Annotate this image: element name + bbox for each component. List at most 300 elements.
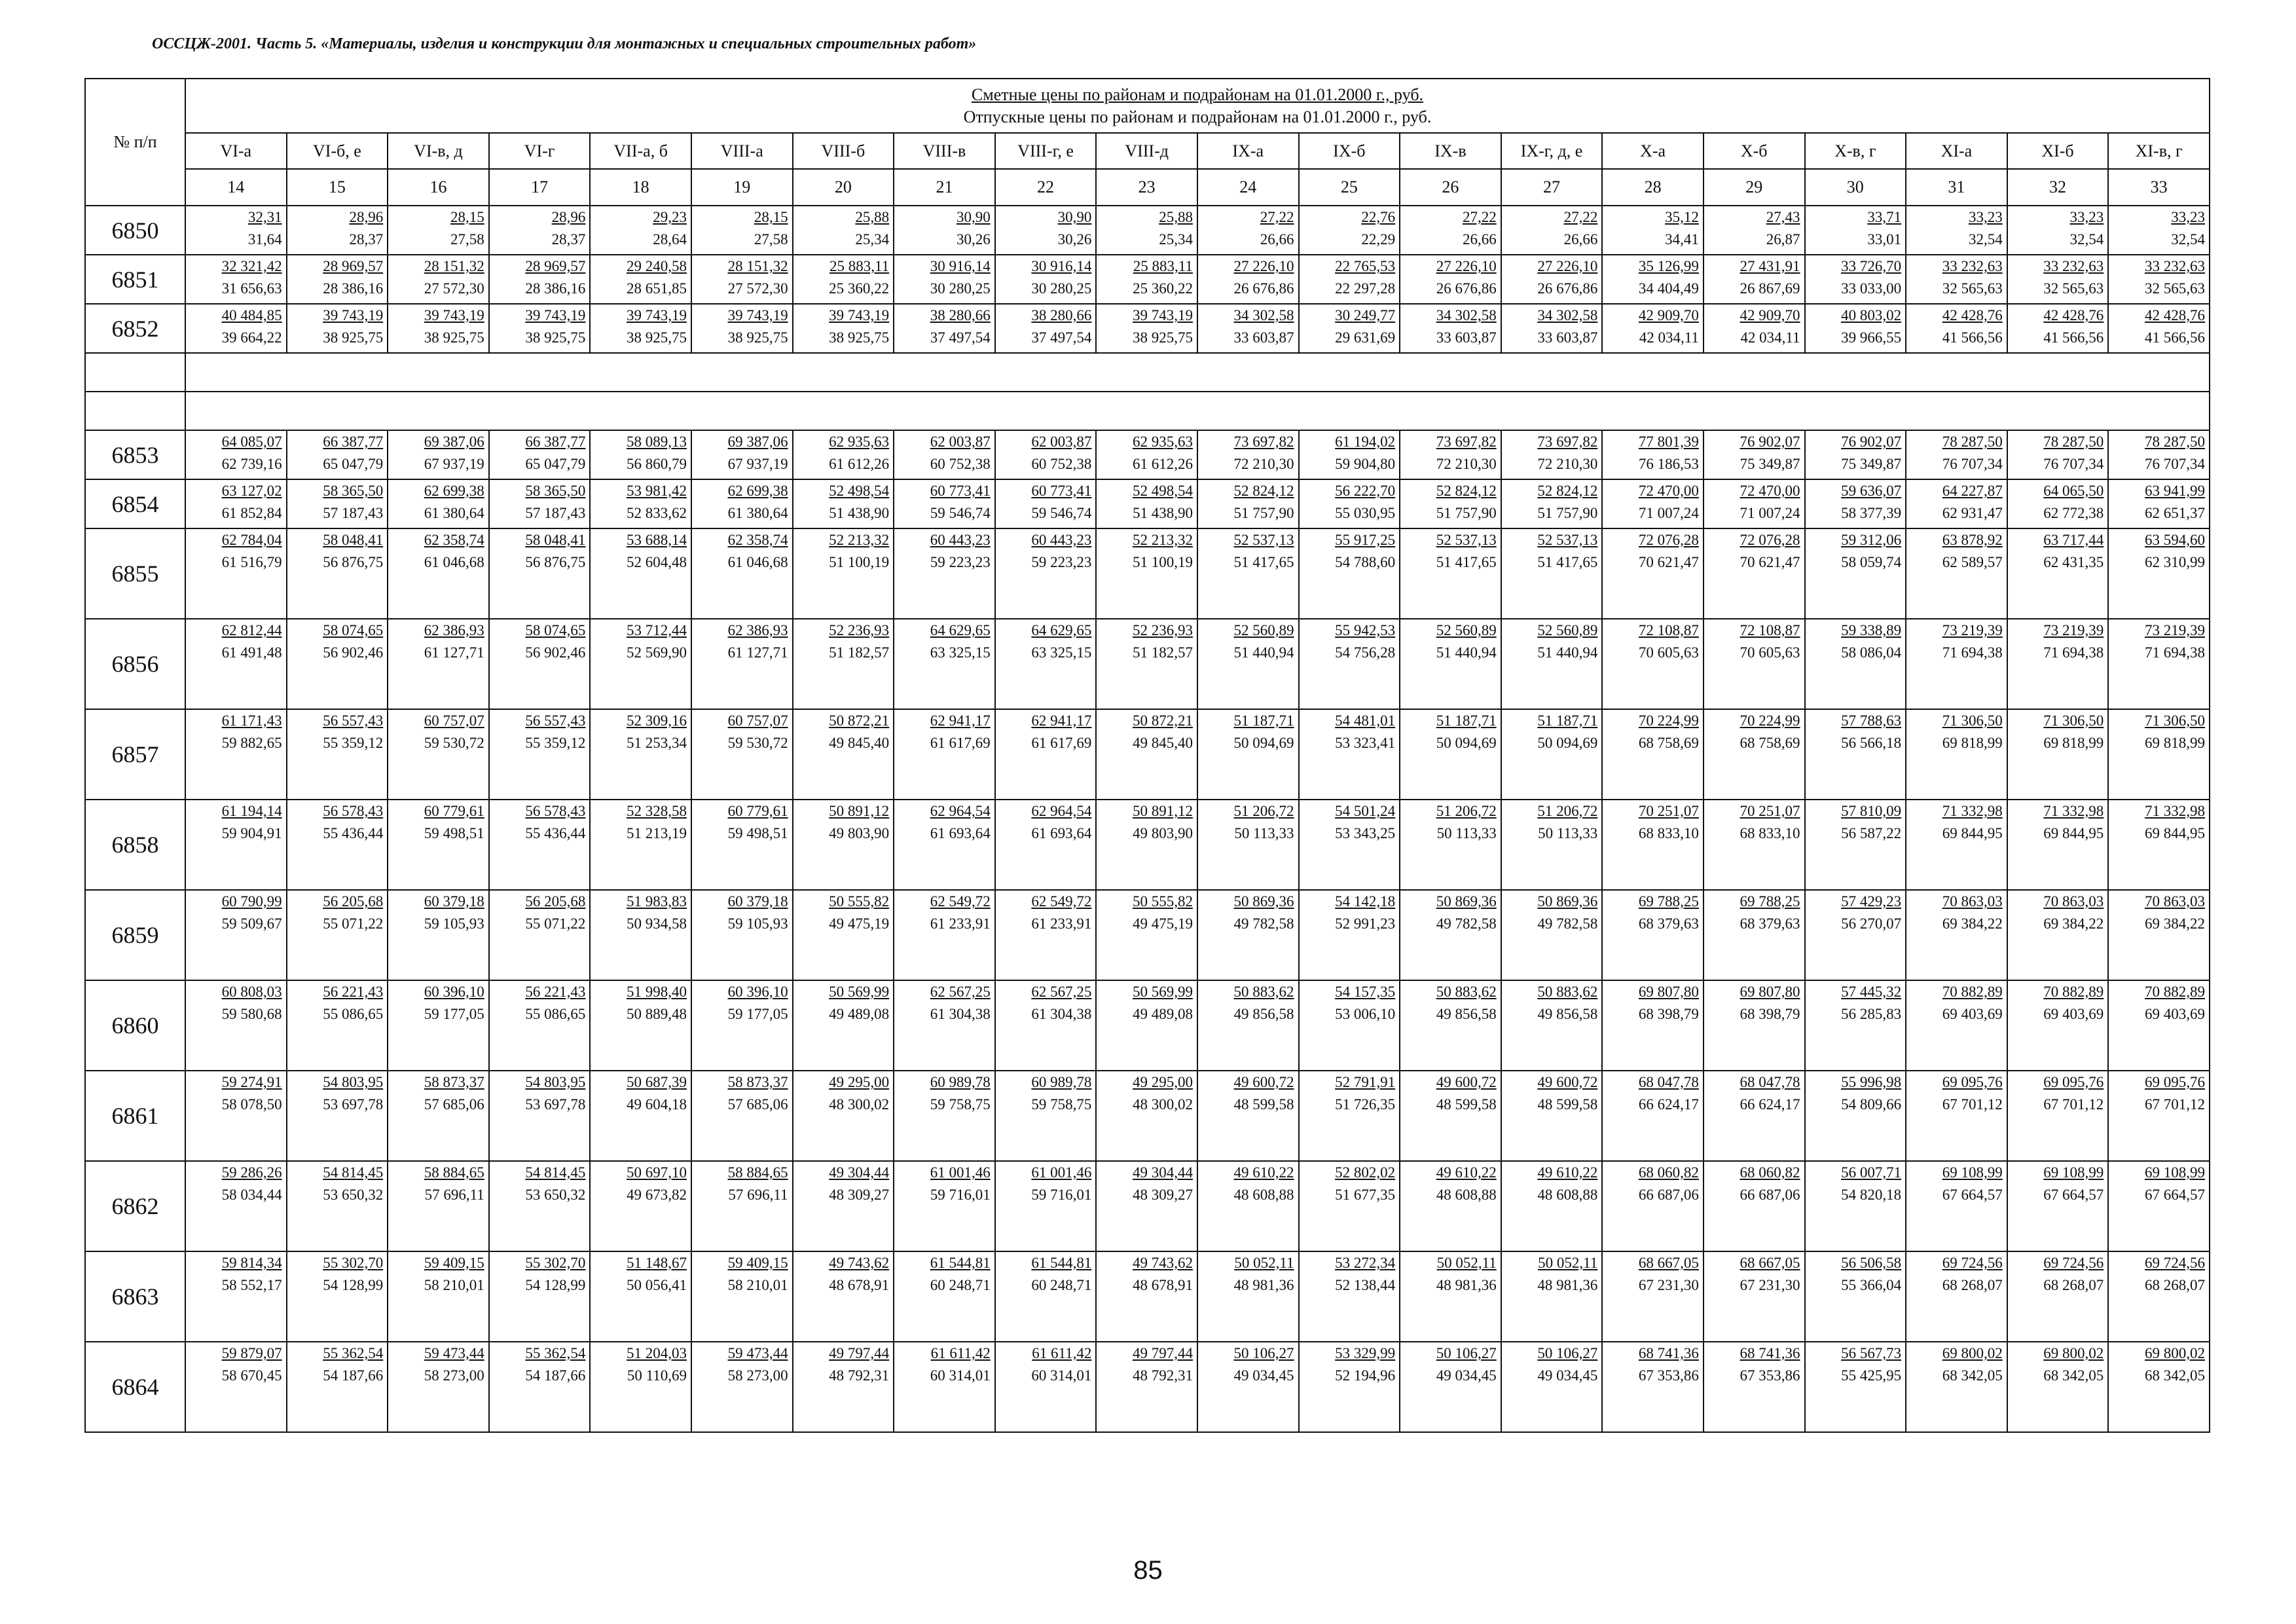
price-cell	[2007, 890, 2109, 980]
row-id: 6864	[85, 1342, 185, 1432]
estimate-price: 30,90	[957, 209, 991, 225]
column-number: 27	[1501, 169, 1603, 206]
price-cell	[2108, 206, 2210, 255]
price-cell	[1906, 980, 2007, 1071]
estimate-price: 52 560,89	[1436, 622, 1497, 638]
estimate-price: 69 387,06	[424, 434, 484, 450]
table-row	[85, 1071, 2210, 1161]
price-cell	[793, 890, 894, 980]
estimate-price: 70 251,07	[1740, 803, 1800, 819]
release-price: 50 110,69	[627, 1367, 687, 1384]
release-price: 49 604,18	[626, 1096, 687, 1113]
price-cell	[1299, 479, 1400, 528]
estimate-price: 50 052,11	[1538, 1255, 1598, 1271]
estimate-price: 71 306,50	[2043, 712, 2104, 729]
estimate-price: 62 941,17	[1031, 712, 1092, 729]
release-price: 42 034,11	[1639, 329, 1699, 346]
price-cell	[1906, 1161, 2007, 1251]
price-cell	[1400, 980, 1501, 1071]
price-cell	[590, 619, 691, 709]
estimate-price: 61 001,46	[1031, 1164, 1092, 1181]
estimate-price: 39 743,19	[323, 307, 384, 323]
price-cell	[185, 980, 287, 1071]
estimate-price: 59 814,34	[221, 1255, 282, 1271]
column-number-row	[85, 169, 2210, 206]
release-price: 54 187,66	[525, 1367, 586, 1384]
release-price: 33 033,00	[1841, 280, 1902, 297]
price-cell	[1805, 890, 1906, 980]
release-price: 69 844,95	[1942, 825, 2003, 841]
release-price: 57 685,06	[727, 1096, 788, 1113]
estimate-price: 27 431,91	[1740, 258, 1800, 274]
release-price: 55 086,65	[323, 1006, 384, 1022]
table-row	[85, 430, 2210, 479]
estimate-price: 50 891,12	[829, 803, 890, 819]
release-price: 50 113,33	[1436, 825, 1497, 841]
estimate-price: 52 802,02	[1335, 1164, 1396, 1181]
estimate-price: 73 219,39	[1942, 622, 2003, 638]
table-row	[85, 304, 2210, 353]
table-row	[85, 479, 2210, 528]
column-number: 18	[590, 169, 691, 206]
price-cell	[2108, 890, 2210, 980]
release-price: 30 280,25	[1031, 280, 1092, 297]
table-row	[85, 980, 2210, 1071]
price-cell	[894, 1161, 995, 1251]
price-cell	[185, 890, 287, 980]
estimate-price: 52 824,12	[1537, 483, 1598, 499]
title-line-release: Отпускные цены по районам и подрайонам на 01.01.2000 г., руб.	[963, 107, 1432, 126]
release-price: 75 349,87	[1841, 456, 1902, 472]
estimate-price: 59 473,44	[424, 1345, 484, 1361]
release-price: 72 210,30	[1436, 456, 1497, 472]
estimate-price: 62 935,63	[829, 434, 890, 450]
release-price: 22 297,28	[1335, 280, 1396, 297]
release-price: 56 902,46	[323, 644, 384, 661]
price-cell	[894, 980, 995, 1071]
estimate-price: 35 126,99	[1638, 258, 1699, 274]
price-cell	[185, 1251, 287, 1342]
price-cell	[489, 304, 591, 353]
estimate-price: 49 600,72	[1233, 1074, 1294, 1090]
estimate-price: 62 567,25	[1031, 984, 1092, 1000]
price-cell	[1096, 1251, 1197, 1342]
price-cell	[1096, 800, 1197, 890]
release-price: 61 127,71	[727, 644, 788, 661]
release-price: 54 809,66	[1841, 1096, 1902, 1113]
estimate-price: 62 964,54	[930, 803, 991, 819]
price-cell	[1501, 1251, 1603, 1342]
estimate-price: 72 108,87	[1638, 622, 1699, 638]
estimate-price: 60 443,23	[1031, 532, 1092, 548]
release-price: 28 386,16	[525, 280, 586, 297]
estimate-price: 60 443,23	[930, 532, 991, 548]
release-price: 50 113,33	[1538, 825, 1598, 841]
estimate-price: 64 629,65	[930, 622, 991, 638]
estimate-price: 49 610,22	[1537, 1164, 1598, 1181]
price-cell	[1197, 479, 1299, 528]
release-price: 25 360,22	[1132, 280, 1193, 297]
estimate-price: 56 007,71	[1841, 1164, 1902, 1181]
price-cell	[388, 619, 489, 709]
release-price: 70 605,63	[1740, 644, 1800, 661]
price-cell	[287, 430, 388, 479]
estimate-price: 56 221,43	[323, 984, 384, 1000]
price-cell	[287, 1071, 388, 1161]
estimate-price: 57 429,23	[1841, 893, 1902, 910]
estimate-price: 73 697,82	[1436, 434, 1497, 450]
price-cell	[2007, 528, 2109, 619]
estimate-price: 61 544,81	[930, 1255, 991, 1271]
price-cell	[185, 528, 287, 619]
release-price: 67 937,19	[727, 456, 788, 472]
table-row	[85, 1161, 2210, 1251]
price-cell	[995, 304, 1097, 353]
price-cell	[590, 528, 691, 619]
price-cell	[1299, 528, 1400, 619]
release-price: 51 100,19	[1132, 554, 1193, 570]
price-cell	[1602, 619, 1704, 709]
price-cell	[894, 1071, 995, 1161]
estimate-price: 78 287,50	[1942, 434, 2003, 450]
release-price: 26 676,86	[1233, 280, 1294, 297]
price-cell	[2007, 1071, 2109, 1161]
estimate-price: 52 560,89	[1537, 622, 1598, 638]
price-cell	[1096, 709, 1197, 800]
release-price: 61 046,68	[424, 554, 484, 570]
release-price: 49 034,45	[1436, 1367, 1497, 1384]
price-cell	[1197, 1342, 1299, 1432]
release-price: 50 889,48	[626, 1006, 687, 1022]
price-cell	[2007, 479, 2109, 528]
release-price: 48 608,88	[1537, 1187, 1598, 1203]
price-cell	[287, 255, 388, 304]
row-id: 6858	[85, 800, 185, 890]
price-cell	[1501, 1071, 1603, 1161]
price-cell	[1704, 479, 1805, 528]
estimate-price: 69 788,25	[1740, 893, 1800, 910]
release-price: 76 707,34	[2043, 456, 2104, 472]
release-price: 55 366,04	[1841, 1277, 1902, 1293]
price-cell	[995, 619, 1097, 709]
column-header: IX-а	[1197, 133, 1299, 169]
release-price: 32,54	[1968, 231, 2003, 248]
price-cell	[590, 890, 691, 980]
release-price: 51 182,57	[829, 644, 890, 661]
price-cell	[1704, 1251, 1805, 1342]
blank-cell	[185, 392, 2210, 430]
release-price: 56 902,46	[525, 644, 586, 661]
release-price: 62 772,38	[2043, 505, 2104, 521]
estimate-price: 39 743,19	[1132, 307, 1193, 323]
release-price: 28,37	[349, 231, 384, 248]
row-id: 6850	[85, 206, 185, 255]
release-price: 67 231,30	[1638, 1277, 1699, 1293]
estimate-price: 51 983,83	[626, 893, 687, 910]
price-cell	[2108, 709, 2210, 800]
release-price: 56 876,75	[323, 554, 384, 570]
estimate-price: 54 142,18	[1335, 893, 1396, 910]
price-cell	[995, 479, 1097, 528]
price-cell	[1096, 528, 1197, 619]
release-price: 67 701,12	[1942, 1096, 2003, 1113]
blank-row	[85, 353, 2210, 392]
price-cell	[1299, 255, 1400, 304]
release-price: 72 210,30	[1537, 456, 1598, 472]
price-cell	[1602, 980, 1704, 1071]
price-cell	[995, 528, 1097, 619]
estimate-price: 54 803,95	[323, 1074, 384, 1090]
release-price: 68 268,07	[1942, 1277, 2003, 1293]
estimate-price: 64 085,07	[221, 434, 282, 450]
release-price: 54 756,28	[1335, 644, 1396, 661]
row-id: 6857	[85, 709, 185, 800]
release-price: 54 820,18	[1841, 1187, 1902, 1203]
estimate-price: 50 872,21	[829, 712, 890, 729]
price-cell	[489, 980, 591, 1071]
estimate-price: 62 358,74	[727, 532, 788, 548]
release-price: 52 991,23	[1335, 915, 1396, 932]
price-cell	[1602, 890, 1704, 980]
column-header: VIII-а	[691, 133, 793, 169]
estimate-price: 42 428,76	[1942, 307, 2003, 323]
estimate-price: 59 409,15	[727, 1255, 788, 1271]
release-price: 69 384,22	[1942, 915, 2003, 932]
table-row	[85, 255, 2210, 304]
estimate-price: 54 814,45	[323, 1164, 384, 1181]
price-cell	[691, 1161, 793, 1251]
release-price: 38 925,75	[424, 329, 484, 346]
price-cell	[1501, 980, 1603, 1071]
estimate-price: 69 800,02	[2043, 1345, 2104, 1361]
price-cell	[1197, 1071, 1299, 1161]
column-number: 31	[1906, 169, 2007, 206]
estimate-price: 63 127,02	[221, 483, 282, 499]
release-price: 68 398,79	[1638, 1006, 1699, 1022]
estimate-price: 60 757,07	[424, 712, 484, 729]
estimate-price: 70 251,07	[1638, 803, 1699, 819]
estimate-price: 29,23	[653, 209, 687, 225]
price-cell	[1096, 479, 1197, 528]
column-number: 17	[489, 169, 591, 206]
title-line-estimate: Сметные цены по районам и подрайонам на 01.01.2000 г., руб.	[971, 84, 1424, 104]
estimate-price: 28 969,57	[323, 258, 384, 274]
price-cell	[995, 890, 1097, 980]
estimate-price: 33 726,70	[1841, 258, 1902, 274]
estimate-price: 28,96	[551, 209, 586, 225]
estimate-price: 62 567,25	[930, 984, 991, 1000]
estimate-price: 71 332,98	[2144, 803, 2205, 819]
estimate-price: 22 765,53	[1335, 258, 1396, 274]
price-cell	[1602, 709, 1704, 800]
estimate-price: 33 232,63	[1942, 258, 2003, 274]
price-cell	[185, 1071, 287, 1161]
estimate-price: 62 812,44	[221, 622, 282, 638]
price-cell	[2007, 709, 2109, 800]
release-price: 49 782,58	[1436, 915, 1497, 932]
price-cell	[1602, 1342, 1704, 1432]
release-price: 68 342,05	[2043, 1367, 2104, 1384]
price-cell	[1906, 800, 2007, 890]
price-cell	[894, 255, 995, 304]
release-price: 49 673,82	[626, 1187, 687, 1203]
estimate-price: 57 810,09	[1841, 803, 1902, 819]
estimate-price: 58 884,65	[424, 1164, 484, 1181]
price-cell	[995, 255, 1097, 304]
estimate-price: 60 396,10	[424, 984, 484, 1000]
release-price: 50 113,33	[1234, 825, 1294, 841]
estimate-price: 69 724,56	[1942, 1255, 2003, 1271]
price-cell	[894, 1251, 995, 1342]
release-price: 38 925,75	[829, 329, 890, 346]
price-cell	[894, 800, 995, 890]
price-cell	[1602, 479, 1704, 528]
release-price: 69 818,99	[1942, 735, 2003, 751]
price-cell	[1197, 800, 1299, 890]
estimate-price: 49 304,44	[829, 1164, 890, 1181]
release-price: 50 934,58	[626, 915, 687, 932]
column-header: X-в, г	[1805, 133, 1906, 169]
price-cell	[1096, 255, 1197, 304]
price-cell	[2007, 1251, 2109, 1342]
release-price: 38 925,75	[323, 329, 384, 346]
price-cell	[388, 430, 489, 479]
estimate-price: 50 106,27	[1233, 1345, 1294, 1361]
release-price: 53 650,32	[323, 1187, 384, 1203]
release-price: 49 475,19	[1132, 915, 1193, 932]
release-price: 27 572,30	[727, 280, 788, 297]
release-price: 59 758,75	[1031, 1096, 1092, 1113]
estimate-price: 25 883,11	[1133, 258, 1193, 274]
release-price: 25,34	[1159, 231, 1193, 248]
release-price: 59 580,68	[221, 1006, 282, 1022]
price-cell	[590, 206, 691, 255]
release-price: 58 552,17	[221, 1277, 282, 1293]
column-header: VII-а, б	[590, 133, 691, 169]
estimate-price: 28,15	[754, 209, 788, 225]
price-cell	[1906, 619, 2007, 709]
price-cell	[185, 430, 287, 479]
price-cell	[1501, 255, 1603, 304]
release-price: 55 436,44	[323, 825, 384, 841]
price-cell	[489, 619, 591, 709]
release-price: 68 342,05	[2144, 1367, 2205, 1384]
estimate-price: 49 610,22	[1233, 1164, 1294, 1181]
release-price: 49 856,58	[1537, 1006, 1598, 1022]
release-price: 69 384,22	[2144, 915, 2205, 932]
estimate-price: 70 863,03	[2043, 893, 2104, 910]
estimate-price: 52 309,16	[626, 712, 687, 729]
estimate-price: 68 060,82	[1740, 1164, 1800, 1181]
column-header: VIII-б	[793, 133, 894, 169]
column-header: X-б	[1704, 133, 1805, 169]
release-price: 26 676,86	[1537, 280, 1598, 297]
estimate-price: 27 226,10	[1537, 258, 1598, 274]
release-price: 48 981,36	[1436, 1277, 1497, 1293]
price-cell	[1704, 255, 1805, 304]
release-price: 65 047,79	[525, 456, 586, 472]
release-price: 50 094,69	[1233, 735, 1294, 751]
price-cell	[2108, 430, 2210, 479]
release-price: 53 697,78	[525, 1096, 586, 1113]
estimate-price: 33,71	[1867, 209, 1902, 225]
price-cell	[2007, 800, 2109, 890]
release-price: 49 475,19	[829, 915, 890, 932]
price-cell	[2007, 1161, 2109, 1251]
estimate-price: 29 240,58	[626, 258, 687, 274]
estimate-price: 50 883,62	[1436, 984, 1497, 1000]
price-cell	[1501, 479, 1603, 528]
release-price: 76 707,34	[2144, 456, 2205, 472]
price-cell	[1704, 1071, 1805, 1161]
estimate-price: 54 814,45	[525, 1164, 586, 1181]
release-price: 59 546,74	[930, 505, 991, 521]
release-price: 59 530,72	[424, 735, 484, 751]
release-price: 68 342,05	[1942, 1367, 2003, 1384]
page-number: 85	[1133, 1556, 1163, 1585]
estimate-price: 54 501,24	[1335, 803, 1396, 819]
release-price: 54 128,99	[525, 1277, 586, 1293]
price-cell	[894, 304, 995, 353]
price-cell	[1400, 1161, 1501, 1251]
price-cell	[1704, 800, 1805, 890]
price-cell	[1400, 1071, 1501, 1161]
release-price: 49 803,90	[829, 825, 890, 841]
estimate-price: 59 636,07	[1841, 483, 1902, 499]
release-price: 25 360,22	[829, 280, 890, 297]
release-price: 26,66	[1563, 231, 1598, 248]
release-price: 58 273,00	[727, 1367, 788, 1384]
estimate-price: 72 076,28	[1638, 532, 1699, 548]
price-cell	[1602, 430, 1704, 479]
release-price: 53 697,78	[323, 1096, 384, 1113]
price-cell	[2108, 479, 2210, 528]
estimate-price: 58 048,41	[525, 532, 586, 548]
release-price: 70 621,47	[1740, 554, 1800, 570]
release-price: 28,64	[653, 231, 687, 248]
release-price: 68 833,10	[1740, 825, 1800, 841]
release-price: 52 569,90	[626, 644, 687, 661]
blank-cell	[85, 392, 185, 430]
price-cell	[489, 206, 591, 255]
price-cell	[1906, 709, 2007, 800]
price-cell	[2007, 255, 2109, 304]
price-cell	[793, 255, 894, 304]
release-price: 66 624,17	[1638, 1096, 1699, 1113]
price-cell	[1906, 255, 2007, 304]
estimate-price: 72 108,87	[1740, 622, 1800, 638]
price-cell	[2108, 528, 2210, 619]
estimate-price: 70 882,89	[2144, 984, 2205, 1000]
release-price: 32,54	[2069, 231, 2104, 248]
estimate-price: 68 060,82	[1638, 1164, 1699, 1181]
price-cell	[1400, 890, 1501, 980]
price-cell	[287, 1161, 388, 1251]
price-cell	[590, 1071, 691, 1161]
estimate-price: 54 157,35	[1335, 984, 1396, 1000]
release-price: 26,87	[1766, 231, 1800, 248]
estimate-price: 40 484,85	[221, 307, 282, 323]
column-number: 20	[793, 169, 894, 206]
price-cell	[793, 206, 894, 255]
estimate-price: 70 882,89	[1942, 984, 2003, 1000]
price-cell	[1197, 890, 1299, 980]
estimate-price: 62 386,93	[424, 622, 484, 638]
estimate-price: 69 724,56	[2144, 1255, 2205, 1271]
price-cell	[1299, 980, 1400, 1071]
estimate-price: 59 312,06	[1841, 532, 1902, 548]
table-title	[185, 79, 2210, 133]
